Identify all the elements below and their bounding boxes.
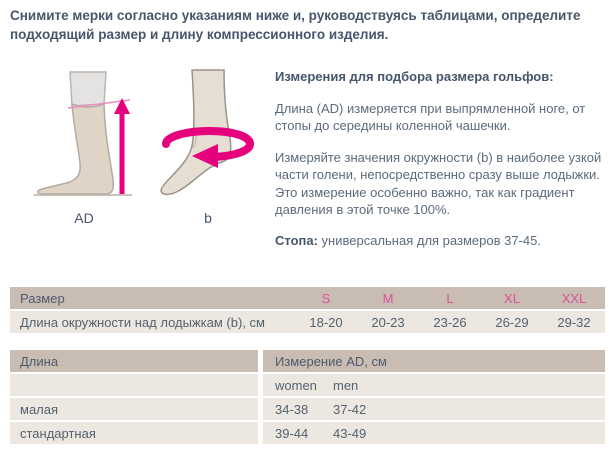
intro-text: Снимите мерки согласно указаниям ниже и, руководствуясь таблицами, определите подходящий размер и длину компрессионного изделия. (10, 8, 581, 42)
length-col-header: Длина (10, 350, 258, 372)
info-heading: Измерения для подбора размера гольфов: (275, 69, 554, 84)
short-women-value: 34-38 (275, 401, 309, 417)
measurement-info (275, 68, 609, 233)
measurement-figures (28, 68, 264, 226)
length-table (10, 350, 605, 444)
size-value-xl: 26-29 (481, 311, 543, 333)
subheader-women: women (275, 377, 317, 393)
size-col-xxl: XXL (543, 287, 605, 309)
size-col-m: M (357, 287, 419, 309)
length-table-right-column (263, 350, 605, 444)
size-table-row-label: Длина окружности над лодыжкам (b), см (10, 311, 295, 333)
size-value-xxl: 29-32 (543, 311, 605, 333)
figure-ad-label: AD (74, 210, 94, 226)
info-para-ad: Длина (AD) измеряется при выпрямленной ноге, от стопы до середины коленной чашечки. (275, 100, 586, 134)
foot-note (275, 233, 609, 248)
ad-measure-header: Измерение AD, см (263, 350, 605, 372)
size-table-header: Размер (10, 287, 295, 309)
size-table (10, 287, 605, 333)
length-row-label-short: малая (10, 398, 258, 420)
leg-length-illustration-icon (28, 68, 140, 208)
length-row-label-standard: стандартная (10, 422, 258, 444)
standard-women-value: 39-44 (275, 425, 309, 441)
size-col-s: S (295, 287, 357, 309)
standard-men-value: 43-49 (333, 425, 367, 441)
length-table-left-column (10, 350, 258, 444)
figure-ad (28, 68, 140, 226)
foot-note-label: Стопа: (275, 233, 318, 248)
length-empty-cell (10, 374, 258, 396)
figure-b-label: b (204, 210, 212, 226)
short-men-value: 37-42 (333, 401, 367, 417)
ankle-circumference-illustration-icon (152, 68, 264, 208)
size-value-s: 18-20 (295, 311, 357, 333)
foot-note-text: универсальная для размеров 37-45. (317, 233, 541, 248)
size-col-l: L (419, 287, 481, 309)
size-value-m: 20-23 (357, 311, 419, 333)
info-para-b: Измеряйте значения окружности (b) в наиболее узкой части голени, непосредственно сразу выше лодыжки. Это измерение особенно важно, так как градиент давления в этой точке 100%. (275, 149, 602, 218)
figure-b (152, 68, 264, 226)
size-value-l: 23-26 (419, 311, 481, 333)
subheader-men: men (333, 377, 359, 393)
size-col-xl: XL (481, 287, 543, 309)
